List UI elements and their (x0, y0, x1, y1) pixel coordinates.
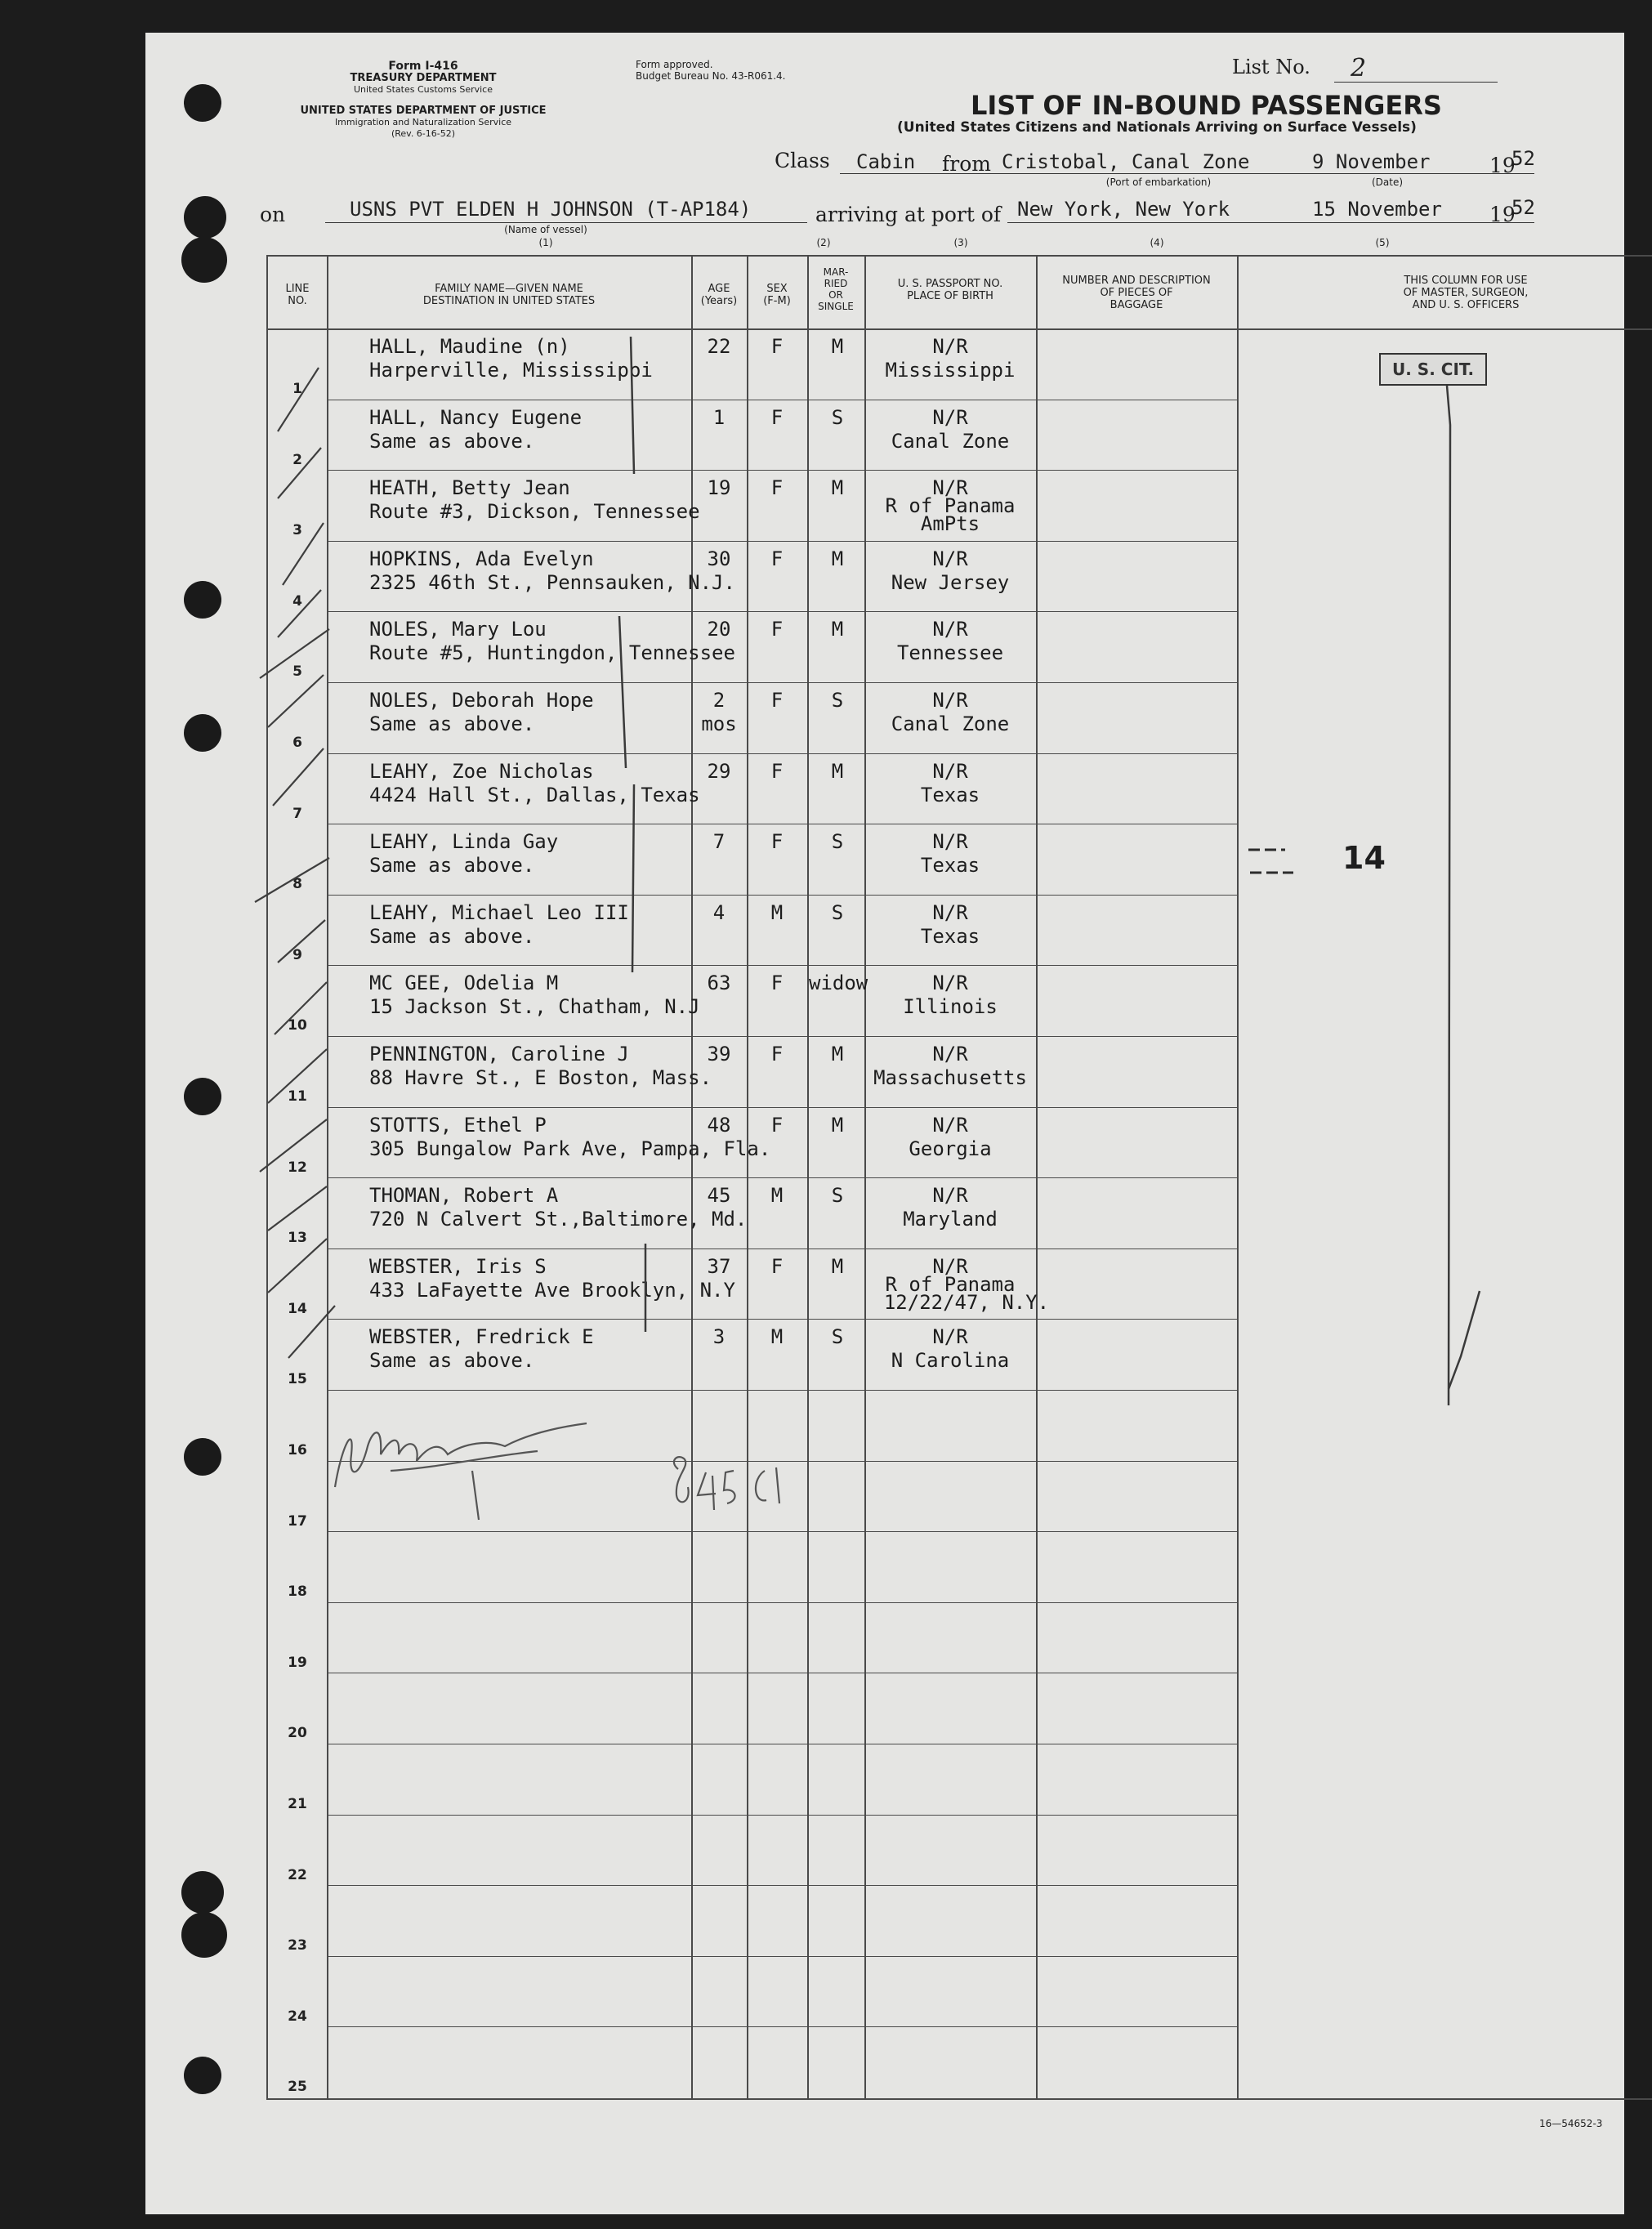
header-passport-1: U. S. PASSPORT NO. (897, 278, 1003, 290)
us-citizen-stamp: U. S. CIT. (1379, 353, 1487, 386)
age: 1 (712, 406, 726, 429)
col-num-1: (1) (538, 237, 553, 248)
place-of-birth: R of Panama (885, 494, 1016, 517)
marital-status: S (831, 901, 844, 924)
line-number: 1 (292, 381, 302, 397)
form-sheet (145, 33, 1624, 2214)
customs-service: United States Customs Service (353, 84, 493, 95)
line-number: 18 (288, 1584, 307, 1600)
check-4 (278, 590, 321, 637)
passport-no: N/R (932, 476, 968, 499)
place-of-birth: R of Panama (885, 1273, 1016, 1296)
check-9 (278, 920, 325, 963)
annotation-marks (145, 33, 1624, 2214)
passport-no: N/R (932, 1325, 968, 1348)
marital-status: widow (809, 972, 868, 994)
pencil-line-3 (632, 784, 634, 972)
line-number: 10 (288, 1017, 307, 1034)
age: 4 (712, 901, 726, 924)
line-number: 9 (292, 947, 302, 963)
line-number: 12 (288, 1159, 307, 1176)
check-14 (268, 1239, 327, 1293)
age: 2 (712, 689, 726, 712)
arrival-port: New York, New York (1017, 198, 1230, 221)
age: 19 (707, 476, 731, 499)
passenger-name: HOPKINS, Ada Evelyn (369, 547, 594, 570)
marital-status: S (831, 1325, 844, 1348)
line-number: 7 (292, 806, 302, 822)
from-label: from (942, 152, 991, 176)
signature-scribble (335, 1423, 587, 1520)
age-unit: mos (701, 712, 737, 735)
sex: F (770, 618, 784, 641)
line-number: 8 (292, 876, 302, 892)
print-code: 16—54652-3 (1539, 2118, 1603, 2129)
line-number: 11 (288, 1088, 307, 1105)
header-married-1: MAR- (823, 266, 849, 278)
col-num-2: (2) (816, 237, 831, 248)
age: 48 (707, 1114, 731, 1137)
passenger-name: HALL, Maudine (n) (369, 335, 570, 358)
header-age-2: (Years) (700, 295, 738, 307)
budget-bureau: Budget Bureau No. 43-R061.4. (636, 70, 786, 82)
passport-no: N/R (932, 1114, 968, 1137)
line-number: 6 (292, 735, 302, 751)
check-8 (255, 858, 329, 902)
check-2 (278, 448, 321, 498)
check-3 (283, 523, 324, 585)
sex: F (770, 1043, 784, 1065)
destination: Route #3, Dickson, Tennessee (369, 500, 700, 523)
binder-hole (184, 581, 221, 619)
sex: M (770, 1325, 784, 1348)
place-of-birth: N Carolina (891, 1349, 1010, 1372)
passport-no: N/R (932, 972, 968, 994)
passenger-name: LEAHY, Linda Gay (369, 830, 559, 853)
justice-dept: UNITED STATES DEPARTMENT OF JUSTICE (300, 105, 547, 117)
destination: Same as above. (369, 925, 535, 948)
line-number: 25 (288, 2079, 307, 2095)
passenger-name: MC GEE, Odelia M (369, 972, 559, 994)
port-caption: (Port of embarkation) (1105, 176, 1212, 188)
place-of-birth: New Jersey (891, 571, 1010, 594)
age: 29 (707, 760, 731, 783)
binder-hole (184, 2057, 221, 2094)
marital-status: M (831, 760, 844, 783)
marital-status: M (831, 1114, 844, 1137)
place-of-birth: Illinois (903, 995, 998, 1018)
check-13 (268, 1186, 327, 1231)
sex: F (770, 689, 784, 712)
line-number: 21 (288, 1796, 307, 1812)
depart-date: 9 November (1312, 150, 1431, 173)
list-no-label: List No. (1232, 56, 1310, 78)
destination: 305 Bungalow Park Ave, Pampa, Fla. (369, 1137, 771, 1160)
header-married-2: RIED (824, 278, 848, 289)
destination: Harperville, Mississippi (369, 359, 653, 382)
arrival-date: 15 November (1312, 198, 1442, 221)
check-12 (260, 1119, 327, 1172)
passport-no: N/R (932, 1043, 968, 1065)
passenger-name: NOLES, Mary Lou (369, 618, 547, 641)
form-title: LIST OF IN-BOUND PASSENGERS (971, 90, 1442, 121)
header-sex-1: SEX (766, 283, 788, 295)
treasury-dept: TREASURY DEPARTMENT (350, 72, 497, 84)
year-prefix-2: 19 (1489, 203, 1516, 226)
passport-no: N/R (932, 760, 968, 783)
place-of-birth: Texas (920, 784, 980, 806)
destination: 88 Havre St., E Boston, Mass. (369, 1066, 712, 1089)
passport-no: N/R (932, 406, 968, 429)
vessel-name: USNS PVT ELDEN H JOHNSON (T-AP184) (350, 198, 752, 221)
header-age-1: AGE (708, 283, 730, 295)
age: 30 (707, 547, 731, 570)
binder-hole (184, 196, 226, 239)
binder-hole (181, 1912, 227, 1958)
passport-no: N/R (932, 618, 968, 641)
check-1 (278, 368, 319, 431)
passport-no: N/R (932, 335, 968, 358)
year-prefix: 19 (1489, 154, 1516, 177)
arriving-label: arriving at port of (815, 203, 1002, 226)
check-6 (268, 675, 324, 727)
place-of-birth: Tennessee (896, 641, 1004, 664)
sex: M (770, 901, 784, 924)
date-caption: (Date) (1371, 176, 1404, 188)
sex: F (770, 1255, 784, 1278)
handwritten-number-scribble (674, 1457, 779, 1510)
sex: F (770, 547, 784, 570)
destination: 15 Jackson St., Chatham, N.J (369, 995, 700, 1018)
col-num-3: (3) (953, 237, 968, 248)
passport-no: N/R (932, 689, 968, 712)
destination: 4424 Hall St., Dallas, Texas (369, 784, 700, 806)
officer-count: 14 (1342, 840, 1386, 876)
marital-status: M (831, 1255, 844, 1278)
check-11 (268, 1049, 327, 1103)
marital-status: M (831, 476, 844, 499)
header-officers-2: OF MASTER, SURGEON, (1403, 287, 1529, 299)
place-of-birth: Maryland (903, 1208, 998, 1231)
destination: 720 N Calvert St.,Baltimore, Md. (369, 1208, 748, 1231)
place-of-birth: Texas (920, 925, 980, 948)
port-of-embarkation: Cristobal, Canal Zone (1002, 150, 1250, 173)
passenger-table (145, 33, 1624, 2214)
binder-hole (184, 1438, 221, 1476)
age: 39 (707, 1043, 731, 1065)
header-line-no-1: LINE (285, 283, 310, 295)
vessel-caption: (Name of vessel) (504, 224, 587, 235)
line-number: 20 (288, 1725, 307, 1741)
marital-status: S (831, 830, 844, 853)
pencil-line-2 (619, 616, 626, 768)
header-name-1: FAMILY NAME—GIVEN NAME (435, 283, 583, 295)
place-of-birth: Mississippi (885, 359, 1016, 382)
list-no-value: 2 (1351, 54, 1367, 83)
age: 20 (707, 618, 731, 641)
destination: Same as above. (369, 854, 535, 877)
sex: F (770, 972, 784, 994)
line-number: 17 (288, 1513, 307, 1530)
approval-text: Form approved. (636, 59, 713, 70)
binder-hole (184, 1078, 221, 1115)
passenger-name: HEATH, Betty Jean (369, 476, 570, 499)
sex: F (770, 476, 784, 499)
on-label: on (260, 203, 286, 226)
age: 7 (712, 830, 726, 853)
destination: Same as above. (369, 712, 535, 735)
place-of-birth: Georgia (909, 1137, 992, 1160)
header-baggage-1: NUMBER AND DESCRIPTION (1062, 275, 1211, 287)
marital-status: M (831, 618, 844, 641)
officer-check-mark (1449, 1291, 1480, 1389)
marital-status: S (831, 689, 844, 712)
binder-hole (184, 714, 221, 752)
passenger-name: WEBSTER, Fredrick E (369, 1325, 594, 1348)
binder-hole (181, 237, 227, 283)
passport-no: N/R (932, 830, 968, 853)
place-of-birth-2: AmPts (920, 512, 980, 535)
binder-hole (181, 1871, 224, 1914)
col-num-5: (5) (1375, 237, 1390, 248)
header-line-no-2: NO. (288, 295, 307, 307)
form-number: Form I-416 (388, 60, 458, 73)
pencil-line-1 (631, 337, 634, 474)
header-baggage-2: OF PIECES OF (1100, 287, 1173, 299)
place-of-birth: Massachusetts (873, 1066, 1027, 1089)
depart-year: 52 (1511, 147, 1535, 170)
header-passport-2: PLACE OF BIRTH (907, 290, 993, 302)
passenger-name: LEAHY, Zoe Nicholas (369, 760, 594, 783)
passport-no: N/R (932, 1255, 968, 1278)
arrival-year: 52 (1511, 196, 1535, 219)
check-7 (273, 748, 324, 806)
marital-status: M (831, 335, 844, 358)
class-value: Cabin (856, 150, 916, 173)
line-number: 14 (288, 1301, 307, 1317)
age: 37 (707, 1255, 731, 1278)
line-number: 4 (292, 593, 302, 610)
passport-no: N/R (932, 1184, 968, 1207)
header-married-3: OR (828, 289, 843, 301)
line-number: 24 (288, 2008, 307, 2025)
line-number: 19 (288, 1655, 307, 1671)
place-of-birth: Texas (920, 854, 980, 877)
marital-status: M (831, 547, 844, 570)
line-number: 5 (292, 663, 302, 680)
line-number: 22 (288, 1867, 307, 1883)
passenger-name: WEBSTER, Iris S (369, 1255, 547, 1278)
header-name-2: DESTINATION IN UNITED STATES (422, 295, 596, 307)
sex: F (770, 335, 784, 358)
binder-hole (184, 84, 221, 122)
passport-no: N/R (932, 547, 968, 570)
destination: 2325 46th St., Pennsauken, N.J. (369, 571, 735, 594)
header-married-4: SINGLE (818, 301, 854, 312)
passenger-name: THOMAN, Robert A (369, 1184, 559, 1207)
passport-no: N/R (932, 901, 968, 924)
line-number: 16 (288, 1442, 307, 1458)
place-of-birth-2: 12/22/47, N.Y. (883, 1291, 1050, 1314)
col-num-4: (4) (1150, 237, 1164, 248)
marital-status: S (831, 406, 844, 429)
line-number: 2 (292, 452, 302, 468)
line-number: 3 (292, 522, 302, 538)
sex: F (770, 406, 784, 429)
age: 45 (707, 1184, 731, 1207)
marital-status: S (831, 1184, 844, 1207)
check-10 (275, 982, 327, 1034)
place-of-birth: Canal Zone (891, 712, 1010, 735)
form-subtitle: (United States Citizens and Nationals Arriving on Surface Vessels) (897, 119, 1417, 136)
destination: 433 LaFayette Ave Brooklyn, N.Y (369, 1279, 735, 1302)
ins-service: Immigration and Naturalization Service (334, 117, 512, 127)
passenger-name: STOTTS, Ethel P (369, 1114, 547, 1137)
line-number: 13 (288, 1230, 307, 1246)
line-check-strokes (255, 368, 335, 1358)
destination: Same as above. (369, 430, 535, 453)
age: 22 (707, 335, 731, 358)
revision-date: (Rev. 6-16-52) (391, 128, 456, 139)
line-number: 15 (288, 1371, 307, 1387)
header-sex-2: (F-M) (763, 295, 791, 307)
passenger-name: NOLES, Deborah Hope (369, 689, 594, 712)
passenger-name: LEAHY, Michael Leo III (369, 901, 629, 924)
check-15 (288, 1306, 335, 1358)
passenger-name: PENNINGTON, Caroline J (369, 1043, 629, 1065)
header-baggage-3: BAGGAGE (1110, 299, 1163, 311)
line-number: 23 (288, 1937, 307, 1954)
destination: Route #5, Huntingdon, Tennessee (369, 641, 735, 664)
passenger-name: HALL, Nancy Eugene (369, 406, 583, 429)
header-officers-3: AND U. S. OFFICERS (1412, 299, 1520, 311)
sex: F (770, 830, 784, 853)
place-of-birth: Canal Zone (891, 430, 1010, 453)
sex: M (770, 1184, 784, 1207)
check-5 (260, 629, 329, 678)
marital-status: M (831, 1043, 844, 1065)
sex: F (770, 760, 784, 783)
sex: F (770, 1114, 784, 1137)
header-officers-1: THIS COLUMN FOR USE (1404, 275, 1528, 287)
destination: Same as above. (369, 1349, 535, 1372)
class-label: Class (775, 149, 830, 172)
age: 63 (707, 972, 731, 994)
officer-bracket-line (1447, 386, 1450, 1405)
age: 3 (712, 1325, 726, 1348)
